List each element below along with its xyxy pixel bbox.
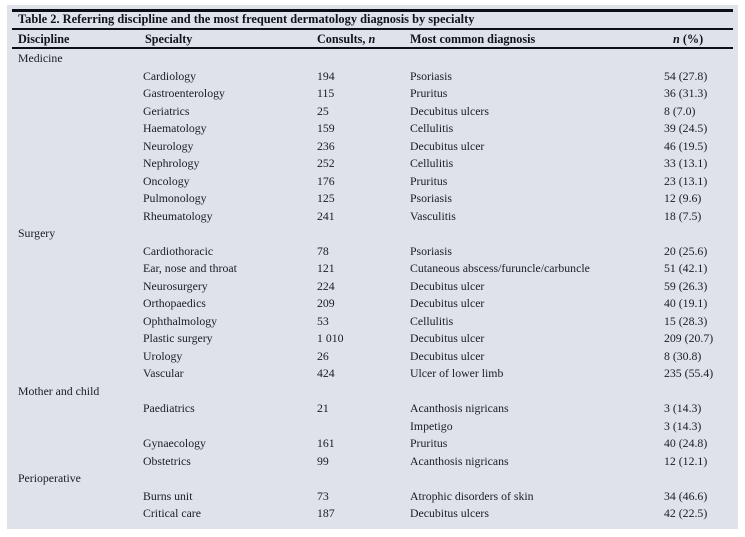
- cell-n-pct: 20 (25.6): [664, 243, 708, 258]
- cell-diagnosis: Psoriasis: [410, 243, 452, 258]
- cell-n-pct: 40 (24.8): [664, 436, 708, 451]
- cell-specialty: Ophthalmology: [143, 313, 218, 328]
- cell-specialty: Gynaecology: [143, 436, 206, 451]
- cell-specialty: Nephrology: [143, 156, 200, 171]
- column-header-n-pct: n (%): [673, 31, 704, 46]
- cell-n-pct: 3 (14.3): [664, 418, 702, 433]
- cell-specialty: Paediatrics: [143, 401, 195, 416]
- cell-discipline: Medicine: [18, 51, 63, 66]
- cell-specialty: Urology: [143, 348, 183, 363]
- table-row: [7, 138, 732, 156]
- cell-specialty: Neurosurgery: [143, 278, 208, 293]
- column-header-consults: Consults, n: [317, 31, 376, 46]
- cell-consults: 187: [317, 506, 335, 521]
- title-rule: [12, 28, 733, 30]
- cell-n-pct: 23 (13.1): [664, 173, 708, 188]
- cell-diagnosis: Acanthosis nigricans: [410, 453, 509, 468]
- table-row: [7, 85, 732, 103]
- cell-consults: 176: [317, 173, 335, 188]
- table-card: [7, 5, 738, 529]
- cell-n-pct: 15 (28.3): [664, 313, 708, 328]
- cell-consults: 159: [317, 121, 335, 136]
- cell-diagnosis: Decubitus ulcer: [410, 296, 485, 311]
- cell-n-pct: 59 (26.3): [664, 278, 708, 293]
- cell-specialty: Cardiology: [143, 68, 197, 83]
- table-row: [7, 488, 732, 506]
- cell-diagnosis: Psoriasis: [410, 68, 452, 83]
- table-rows: [7, 50, 738, 523]
- cell-consults: 53: [317, 313, 329, 328]
- cell-specialty: Vascular: [143, 366, 184, 381]
- table-row: [7, 505, 732, 523]
- cell-diagnosis: Decubitus ulcers: [410, 103, 489, 118]
- cell-specialty: Critical care: [143, 506, 201, 521]
- cell-specialty: Geriatrics: [143, 103, 190, 118]
- cell-diagnosis: Pruritus: [410, 173, 448, 188]
- cell-diagnosis: Psoriasis: [410, 191, 452, 206]
- cell-n-pct: 209 (20.7): [664, 331, 714, 346]
- cell-specialty: Rheumatology: [143, 208, 213, 223]
- table-row: [7, 418, 732, 436]
- cell-consults: 125: [317, 191, 335, 206]
- cell-diagnosis: Decubitus ulcer: [410, 138, 485, 153]
- cell-specialty: Obstetrics: [143, 453, 191, 468]
- cell-discipline: Surgery: [18, 226, 56, 241]
- cell-n-pct: 8 (7.0): [664, 103, 696, 118]
- cell-specialty: Haematology: [143, 121, 207, 136]
- discipline-row: [7, 50, 732, 68]
- table-row: [7, 453, 732, 471]
- cell-consults: 241: [317, 208, 335, 223]
- cell-consults: 161: [317, 436, 335, 451]
- cell-consults: 236: [317, 138, 335, 153]
- cell-n-pct: 40 (19.1): [664, 296, 708, 311]
- table-row: [7, 68, 732, 86]
- cell-diagnosis: Decubitus ulcers: [410, 506, 489, 521]
- cell-diagnosis: Pruritus: [410, 86, 448, 101]
- cell-consults: 121: [317, 261, 335, 276]
- cell-consults: 21: [317, 401, 329, 416]
- cell-consults: 224: [317, 278, 335, 293]
- cell-n-pct: 12 (9.6): [664, 191, 702, 206]
- discipline-row: [7, 225, 732, 243]
- table-row: [7, 208, 732, 226]
- table-row: [7, 348, 732, 366]
- cell-diagnosis: Cellulitis: [410, 121, 454, 136]
- table-row: [7, 120, 732, 138]
- cell-diagnosis: Cutaneous abscess/furuncle/carbuncle: [410, 261, 590, 276]
- cell-consults: 99: [317, 453, 329, 468]
- cell-consults: 115: [317, 86, 335, 101]
- cell-consults: 252: [317, 156, 335, 171]
- cell-diagnosis: Decubitus ulcer: [410, 331, 485, 346]
- cell-consults: 194: [317, 68, 335, 83]
- cell-n-pct: 36 (31.3): [664, 86, 708, 101]
- cell-discipline: Perioperative: [18, 471, 81, 486]
- cell-specialty: Orthopaedics: [143, 296, 206, 311]
- header-rule: [12, 47, 733, 49]
- cell-n-pct: 12 (12.1): [664, 453, 708, 468]
- column-header-discipline: Discipline: [18, 31, 70, 46]
- table-row: [7, 330, 732, 348]
- cell-consults: 424: [317, 366, 335, 381]
- table-row: [7, 190, 732, 208]
- cell-n-pct: 3 (14.3): [664, 401, 702, 416]
- cell-n-pct: 235 (55.4): [664, 366, 714, 381]
- cell-specialty: Oncology: [143, 173, 190, 188]
- table-row: [7, 103, 732, 121]
- cell-n-pct: 18 (7.5): [664, 208, 702, 223]
- cell-diagnosis: Cellulitis: [410, 156, 454, 171]
- cell-n-pct: 39 (24.5): [664, 121, 708, 136]
- cell-n-pct: 51 (42.1): [664, 261, 708, 276]
- discipline-row: [7, 383, 732, 401]
- cell-diagnosis: Ulcer of lower limb: [410, 366, 504, 381]
- cell-diagnosis: Decubitus ulcer: [410, 278, 485, 293]
- cell-n-pct: 8 (30.8): [664, 348, 702, 363]
- cell-n-pct: 34 (46.6): [664, 488, 708, 503]
- table-title: Table 2. Referring discipline and the most frequent dermatology diagnosis by specialty: [18, 12, 475, 26]
- table-row: [7, 435, 732, 453]
- cell-specialty: Gastroenterology: [143, 86, 225, 101]
- cell-n-pct: 54 (27.8): [664, 68, 708, 83]
- column-header-specialty: Specialty: [145, 31, 193, 46]
- table-row: [7, 243, 732, 261]
- cell-specialty: Ear, nose and throat: [143, 261, 237, 276]
- table-row: [7, 365, 732, 383]
- column-header-diagnosis: Most common diagnosis: [410, 31, 536, 46]
- table-header-row: [7, 31, 732, 47]
- cell-diagnosis: Cellulitis: [410, 313, 454, 328]
- cell-diagnosis: Impetigo: [410, 418, 453, 433]
- cell-n-pct: 42 (22.5): [664, 506, 708, 521]
- cell-specialty: Neurology: [143, 138, 194, 153]
- cell-consults: 73: [317, 488, 329, 503]
- cell-consults: 1 010: [317, 331, 344, 346]
- cell-consults: 26: [317, 348, 329, 363]
- table-row: [7, 400, 732, 418]
- cell-specialty: Burns unit: [143, 488, 193, 503]
- cell-specialty: Cardiothoracic: [143, 243, 214, 258]
- cell-diagnosis: Atrophic disorders of skin: [410, 488, 534, 503]
- table-row: [7, 278, 732, 296]
- cell-consults: 209: [317, 296, 335, 311]
- cell-consults: 25: [317, 103, 329, 118]
- cell-diagnosis: Decubitus ulcer: [410, 348, 485, 363]
- cell-diagnosis: Acanthosis nigricans: [410, 401, 509, 416]
- cell-diagnosis: Vasculitis: [410, 208, 456, 223]
- cell-specialty: Plastic surgery: [143, 331, 213, 346]
- table-row: [7, 260, 732, 278]
- cell-diagnosis: Pruritus: [410, 436, 448, 451]
- cell-consults: 78: [317, 243, 329, 258]
- table-row: [7, 295, 732, 313]
- cell-specialty: Pulmonology: [143, 191, 207, 206]
- table-row: [7, 173, 732, 191]
- cell-n-pct: 46 (19.5): [664, 138, 708, 153]
- discipline-row: [7, 470, 732, 488]
- cell-n-pct: 33 (13.1): [664, 156, 708, 171]
- table-row: [7, 313, 732, 331]
- cell-discipline: Mother and child: [18, 383, 100, 398]
- table-row: [7, 155, 732, 173]
